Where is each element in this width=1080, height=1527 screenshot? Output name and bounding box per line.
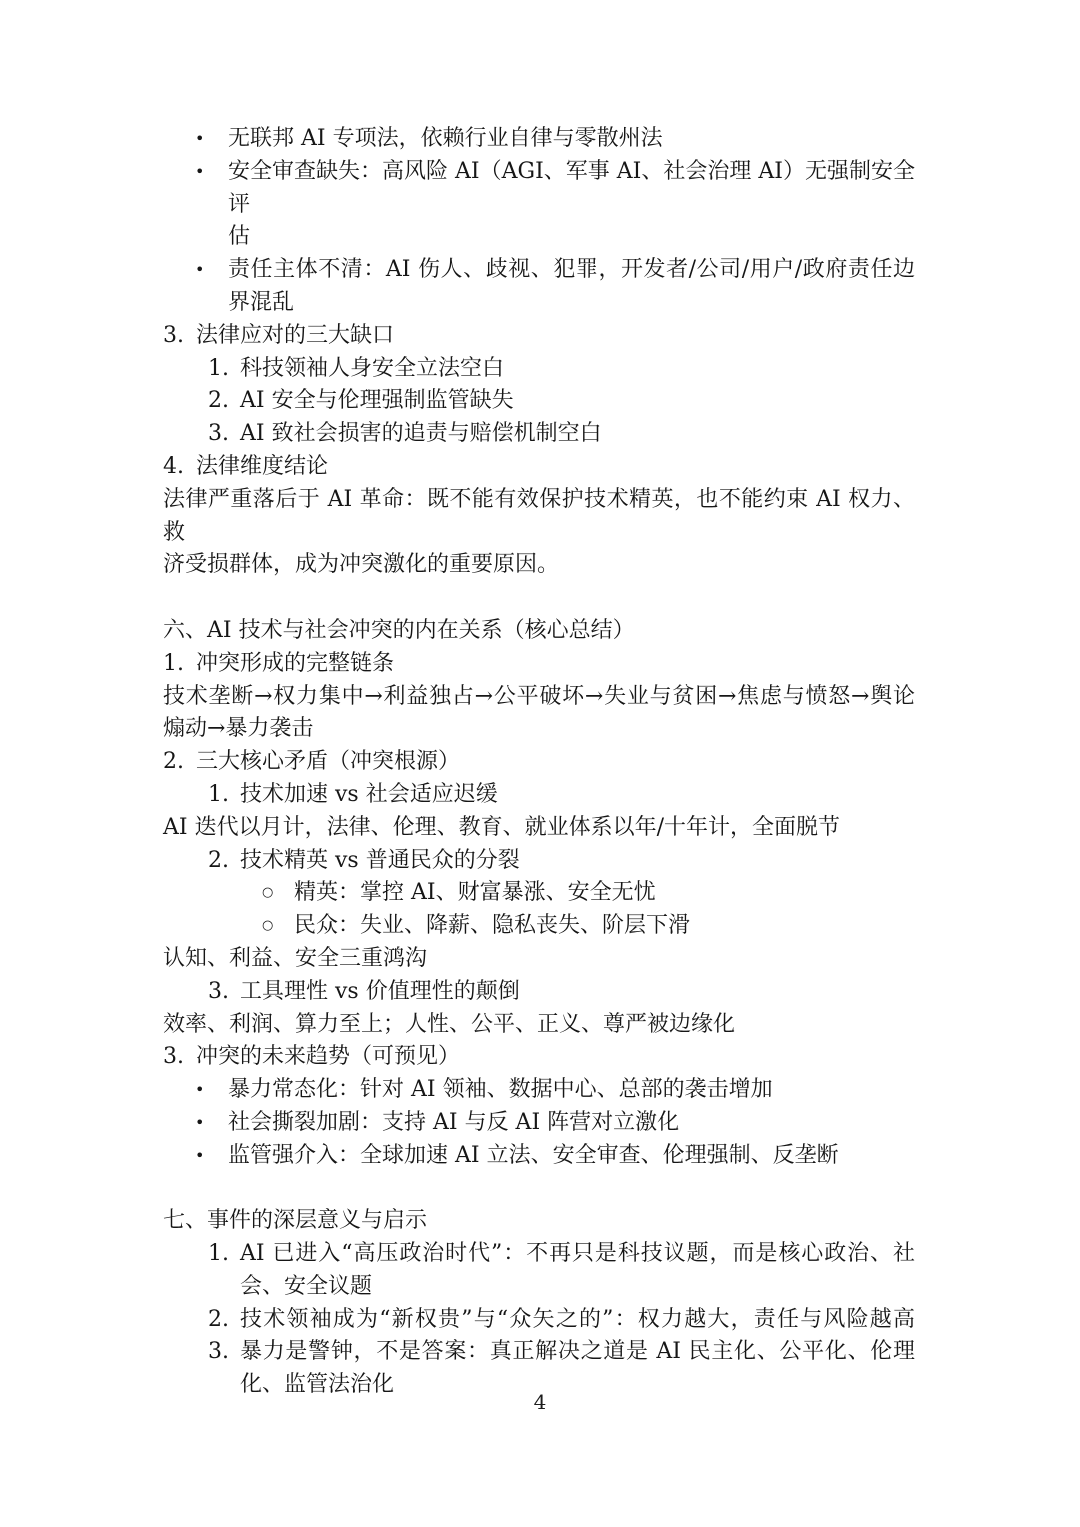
line-text: 煽动→暴力袭击 [163, 716, 314, 742]
line-text: 界混乱 [228, 289, 295, 315]
list-number: 2. [208, 847, 229, 873]
bullet-icon: • [195, 1145, 205, 1165]
list-item [163, 1041, 915, 1074]
list-number: 2. [163, 749, 184, 775]
list-number: 1. [208, 781, 229, 807]
line-text: 技术领袖成为“新权贵”与“众矢之的”：权力越大，责任与风险越高 [240, 1306, 915, 1332]
line-text: 工具理性 vs 价值理性的颠倒 [240, 978, 520, 1004]
section-heading [163, 1205, 915, 1238]
circle-bullet-icon: ○ [262, 918, 274, 934]
paragraph-line [163, 681, 915, 714]
list-item [163, 910, 915, 943]
list-number: 2. [208, 388, 229, 414]
bullet-icon: • [195, 1112, 205, 1132]
line-text: 效率、利润、算力至上；人性、公平、正义、尊严被边缘化 [163, 1011, 736, 1037]
list-item [163, 123, 915, 156]
line-text: 监管强介入：全球加速 AI 立法、安全审查、伦理强制、反垄断 [228, 1142, 839, 1168]
line-text: 法律维度结论 [196, 453, 329, 479]
list-item [163, 287, 915, 320]
line-text: 暴力常态化：针对 AI 领袖、数据中心、总部的袭击增加 [228, 1077, 773, 1103]
list-item [163, 648, 915, 681]
list-item [163, 845, 915, 878]
list-item [163, 353, 915, 386]
list-item [163, 1140, 915, 1173]
list-item [163, 1107, 915, 1140]
list-item [163, 156, 915, 222]
list-number: 1. [208, 1241, 229, 1267]
list-number: 3. [163, 1044, 184, 1070]
line-text: 安全审查缺失：高风险 AI（AGI、军事 AI、社会治理 AI）无强制安全评 [228, 158, 915, 217]
line-text: 济受损群体，成为冲突激化的重要原因。 [163, 552, 560, 578]
list-item [163, 779, 915, 812]
line-text: 冲突形成的完整链条 [196, 650, 395, 676]
line-text: 三大核心矛盾（冲突根源） [196, 749, 461, 775]
blank-line [163, 1173, 915, 1206]
line-text: 技术垄断→权力集中→利益独占→公平破坏→失业与贫困→焦虑与愤怒→舆论 [163, 683, 915, 709]
paragraph-line [163, 484, 915, 550]
line-text: AI 已进入“高压政治时代”：不再只是科技议题，而是核心政治、社 [240, 1241, 915, 1267]
line-text: AI 致社会损害的追责与赔偿机制空白 [240, 421, 602, 447]
line-text: 技术精英 vs 普通民众的分裂 [240, 847, 520, 873]
list-item [163, 221, 915, 254]
section-heading-text: 六、AI 技术与社会冲突的内在关系（核心总结） [163, 617, 635, 643]
circle-bullet-icon: ○ [262, 885, 274, 901]
line-text: 法律应对的三大缺口 [196, 322, 395, 348]
paragraph-line [163, 713, 915, 746]
list-number: 4. [163, 453, 184, 479]
paragraph-line [163, 1009, 915, 1042]
line-text: 会、安全议题 [240, 1273, 373, 1299]
bullet-icon: • [195, 260, 205, 280]
line-text: AI 迭代以月计，法律、伦理、教育、就业体系以年/十年计，全面脱节 [163, 814, 840, 840]
line-text: 冲突的未来趋势（可预见） [196, 1044, 461, 1070]
paragraph-line [163, 943, 915, 976]
blank-line [163, 582, 915, 615]
line-text: 民众：失业、降薪、隐私丧失、阶层下滑 [294, 913, 691, 939]
list-item [163, 1074, 915, 1107]
line-text: 科技领袖人身安全立法空白 [240, 355, 505, 381]
line-text: 精英：掌控 AI、财富暴涨、安全无忧 [294, 880, 656, 906]
list-number: 3. [208, 978, 229, 1004]
list-number: 3. [208, 421, 229, 447]
list-item [163, 320, 915, 353]
list-item [163, 1336, 915, 1369]
list-number: 3. [208, 1339, 229, 1365]
list-number: 3. [163, 322, 184, 348]
line-text: 无联邦 AI 专项法，依赖行业自律与零散州法 [228, 126, 663, 151]
list-number: 1. [208, 355, 229, 381]
paragraph-line [163, 549, 915, 582]
document-content [163, 123, 915, 1402]
list-item [163, 385, 915, 418]
line-text: 化、监管法治化 [240, 1372, 395, 1398]
section-heading [163, 615, 915, 648]
line-text: 暴力是警钟，不是答案：真正解决之道是 AI 民主化、公平化、伦理 [240, 1339, 915, 1365]
line-text: 责任主体不清：AI 伤人、歧视、犯罪，开发者/公司/用户/政府责任边 [228, 257, 915, 283]
list-number: 1. [163, 650, 184, 676]
list-item [163, 1304, 915, 1337]
bullet-icon: • [195, 161, 205, 181]
list-item [163, 1238, 915, 1271]
list-item [163, 877, 915, 910]
page-number: 4 [533, 1390, 547, 1414]
bullet-icon: • [195, 1080, 205, 1100]
line-text: 法律严重落后于 AI 革命：既不能有效保护技术精英，也不能约束 AI 权力、救 [163, 486, 915, 545]
list-item [163, 746, 915, 779]
line-text: 社会撕裂加剧：支持 AI 与反 AI 阵营对立激化 [228, 1109, 680, 1135]
paragraph-line [163, 812, 915, 845]
list-item [163, 418, 915, 451]
list-item [163, 254, 915, 287]
list-number: 2. [208, 1306, 229, 1332]
list-item [163, 1271, 915, 1304]
line-text: 认知、利益、安全三重鸿沟 [163, 945, 428, 971]
line-text: AI 安全与伦理强制监管缺失 [240, 388, 514, 414]
bullet-icon: • [195, 129, 205, 148]
list-item [163, 451, 915, 484]
line-text: 估 [228, 224, 251, 250]
line-text: 技术加速 vs 社会适应迟缓 [240, 781, 498, 807]
section-heading-text: 七、事件的深层意义与启示 [163, 1208, 428, 1234]
list-item [163, 976, 915, 1009]
